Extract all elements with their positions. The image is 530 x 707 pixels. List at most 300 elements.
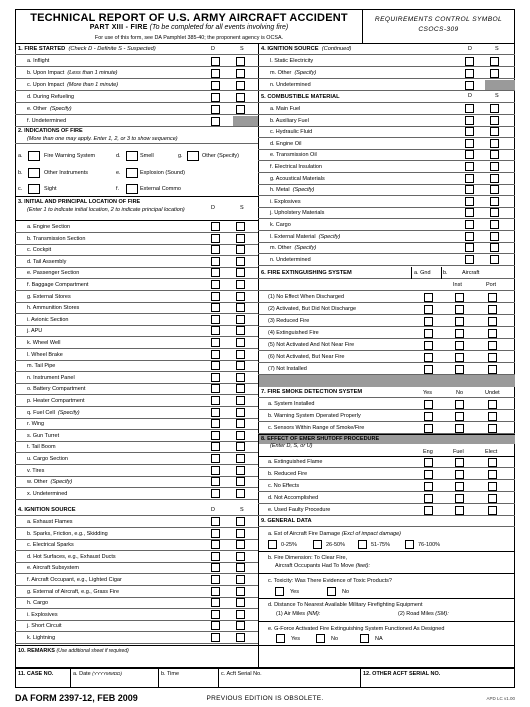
extinguishing-gnd-checkbox[interactable] xyxy=(424,305,433,314)
indication-entry-box[interactable] xyxy=(28,151,40,161)
extinguishing-gnd-checkbox[interactable] xyxy=(424,341,433,350)
ignition-s-checkbox[interactable] xyxy=(490,57,499,66)
ignition-d-checkbox[interactable] xyxy=(211,575,220,584)
shutoff-eng-box[interactable] xyxy=(424,506,433,515)
row-label-text: i. Explosives xyxy=(270,198,301,205)
col-aircraft-header: Aircraft xyxy=(462,270,480,276)
indication-entry-box[interactable] xyxy=(126,184,138,194)
shutoff-elect-box[interactable] xyxy=(488,494,497,503)
fire-damage-option-label: 0-25% xyxy=(281,542,297,548)
location-d-box[interactable] xyxy=(211,431,220,440)
detection-yes-checkbox[interactable] xyxy=(424,424,433,433)
location-s-box[interactable] xyxy=(236,396,245,405)
location-d-box[interactable] xyxy=(211,338,220,347)
location-d-box[interactable] xyxy=(211,396,220,405)
row-label-text: a. Engine Section xyxy=(27,223,71,230)
location-label xyxy=(27,465,44,476)
location-d-box[interactable] xyxy=(211,303,220,312)
shaded-cell xyxy=(233,116,258,126)
indication-entry-box[interactable] xyxy=(28,184,40,194)
extinguishing-gnd-checkbox[interactable] xyxy=(424,317,433,326)
location-d-box[interactable] xyxy=(211,361,220,370)
detection-yes-checkbox[interactable] xyxy=(424,412,433,421)
location-s-box[interactable] xyxy=(236,384,245,393)
fire-started-label xyxy=(27,115,66,126)
ignition-s-checkbox[interactable] xyxy=(236,552,245,561)
indication-entry-box[interactable] xyxy=(126,151,138,161)
combustible-s-checkbox[interactable] xyxy=(490,104,499,113)
ignition-label xyxy=(27,551,116,562)
remarks-area xyxy=(0,10,4,32)
ignition-d-checkbox[interactable] xyxy=(211,552,220,561)
row-label-text: c. Electrical Sparks xyxy=(27,541,74,548)
row-label-note: (Specify) xyxy=(318,233,341,240)
row-label-text: q. Fuel Cell xyxy=(27,409,55,416)
combustible-d-checkbox[interactable] xyxy=(465,127,474,136)
toxicity-yes-checkbox[interactable] xyxy=(275,587,284,596)
ignition-s-checkbox[interactable] xyxy=(236,633,245,642)
combustible-label xyxy=(270,219,291,230)
extinguishing-label xyxy=(268,363,307,374)
combustible-d-checkbox[interactable] xyxy=(465,104,474,113)
fire-started-s-checkbox[interactable] xyxy=(236,93,245,102)
gforce-yes-checkbox[interactable] xyxy=(276,634,285,643)
row-label-text: m. Tail Pipe xyxy=(27,362,56,369)
combustible-d-checkbox[interactable] xyxy=(465,220,474,229)
row-label-text: a. Main Fuel xyxy=(270,105,301,112)
section-6-subheader xyxy=(258,279,515,291)
combustible-label xyxy=(270,173,325,184)
location-d-box[interactable] xyxy=(211,408,220,417)
detection-undet-checkbox[interactable] xyxy=(488,424,497,433)
extinguishing-port-checkbox[interactable] xyxy=(488,293,497,302)
row-label-note: (Specify) xyxy=(294,244,317,251)
row-label-text: 4. IGNITION SOURCE xyxy=(261,46,319,52)
location-s-box[interactable] xyxy=(236,466,245,475)
location-d-box[interactable] xyxy=(211,245,220,254)
detection-no-checkbox[interactable] xyxy=(455,400,464,409)
shutoff-row xyxy=(258,468,515,480)
detection-no-checkbox[interactable] xyxy=(455,424,464,433)
extinguishing-inst-checkbox[interactable] xyxy=(455,365,464,374)
fire-started-row xyxy=(15,55,258,67)
ignition-s-checkbox[interactable] xyxy=(236,563,245,572)
combustible-s-checkbox[interactable] xyxy=(490,197,499,206)
date-field[interactable] xyxy=(71,678,157,687)
extinguishing-gnd-checkbox[interactable] xyxy=(424,353,433,362)
section-3-note: (Enter 1 to indicate initial location, 2 to indicate principal location) xyxy=(27,207,185,213)
extinguishing-port-checkbox[interactable] xyxy=(488,329,497,338)
extinguishing-inst-checkbox[interactable] xyxy=(455,353,464,362)
location-s-box[interactable] xyxy=(236,454,245,463)
shutoff-elect-box[interactable] xyxy=(488,458,497,467)
location-s-box[interactable] xyxy=(236,489,245,498)
other-serial-field[interactable] xyxy=(361,678,514,687)
date-label-text: a. Date xyxy=(73,671,91,677)
case-no-field[interactable] xyxy=(16,678,69,687)
row-label-text: n. Instrument Panel xyxy=(27,374,75,381)
ignition-d-checkbox[interactable] xyxy=(211,633,220,642)
combustible-label xyxy=(270,184,314,195)
acft-serial-label: c. Acft Serial No. xyxy=(221,671,262,677)
fire-damage-option-checkbox[interactable] xyxy=(405,540,414,549)
ignition-label xyxy=(27,574,122,585)
ignition-d-checkbox[interactable] xyxy=(211,529,220,538)
divider xyxy=(441,267,442,279)
location-d-box[interactable] xyxy=(211,292,220,301)
time-field[interactable] xyxy=(159,678,217,687)
ignition-s-checkbox[interactable] xyxy=(236,610,245,619)
location-s-box[interactable] xyxy=(236,373,245,382)
indication-entry-box[interactable] xyxy=(28,168,40,178)
fire-started-label xyxy=(27,55,49,66)
combustible-row xyxy=(258,207,515,219)
combustible-row xyxy=(258,103,515,115)
combustible-d-checkbox[interactable] xyxy=(465,197,474,206)
row-label-note: (Specify) xyxy=(49,105,72,112)
gforce-yes-label: Yes xyxy=(291,636,300,642)
fire-damage-option-checkbox[interactable] xyxy=(358,540,367,549)
combustible-d-checkbox[interactable] xyxy=(465,232,474,241)
ignition-s-checkbox[interactable] xyxy=(236,598,245,607)
indication-entry-box[interactable] xyxy=(187,151,199,161)
row-label-text: h. Ammunition Stores xyxy=(27,304,80,311)
location-label xyxy=(27,279,88,290)
extinguishing-row xyxy=(258,351,515,363)
row-label-text: a. System Installed xyxy=(268,400,315,407)
location-d-box[interactable] xyxy=(211,489,220,498)
ignition-s-checkbox[interactable] xyxy=(236,529,245,538)
detection-undet-checkbox[interactable] xyxy=(488,400,497,409)
extinguishing-gnd-checkbox[interactable] xyxy=(424,293,433,302)
ignition-label xyxy=(27,597,48,608)
combustible-s-checkbox[interactable] xyxy=(490,232,499,241)
extinguishing-inst-checkbox[interactable] xyxy=(455,317,464,326)
location-s-box[interactable] xyxy=(236,338,245,347)
general-c-label: c. Toxicity: Was There Evidence of Toxic Products? xyxy=(268,578,392,584)
indication-letter: f. xyxy=(116,186,120,192)
col-inst-header: Inst xyxy=(453,282,462,288)
location-row xyxy=(15,244,258,256)
shutoff-label xyxy=(268,480,299,491)
location-s-box[interactable] xyxy=(236,431,245,440)
location-d-box[interactable] xyxy=(211,234,220,243)
location-d-box[interactable] xyxy=(211,326,220,335)
location-s-box[interactable] xyxy=(236,442,245,451)
detection-yes-checkbox[interactable] xyxy=(424,400,433,409)
extinguishing-port-checkbox[interactable] xyxy=(488,341,497,350)
extinguishing-port-checkbox[interactable] xyxy=(488,353,497,362)
extinguishing-port-checkbox[interactable] xyxy=(488,365,497,374)
ignition-s-checkbox[interactable] xyxy=(236,517,245,526)
location-s-box[interactable] xyxy=(236,268,245,277)
extinguishing-row xyxy=(258,327,515,339)
detection-no-checkbox[interactable] xyxy=(455,412,464,421)
location-d-box[interactable] xyxy=(211,373,220,382)
ignition-d-checkbox[interactable] xyxy=(211,598,220,607)
location-label xyxy=(27,418,44,429)
combustible-s-checkbox[interactable] xyxy=(490,150,499,159)
acft-serial-field[interactable] xyxy=(219,678,359,687)
ignition-s-checkbox[interactable] xyxy=(236,621,245,630)
location-s-box[interactable] xyxy=(236,222,245,231)
indication-label: Smell xyxy=(140,153,154,159)
row-label-text: b. Auxiliary Fuel xyxy=(270,117,309,124)
row-label-text: i. Explosives xyxy=(27,611,58,618)
fire-damage-option-checkbox[interactable] xyxy=(268,540,277,549)
extinguishing-gnd-checkbox[interactable] xyxy=(424,365,433,374)
row-label-text: l. Static Electricity xyxy=(270,57,314,64)
ignition-d-checkbox[interactable] xyxy=(465,81,474,90)
ignition-label xyxy=(270,67,316,78)
section-7-header xyxy=(258,387,515,398)
combustible-label xyxy=(270,231,340,242)
fire-started-s-checkbox[interactable] xyxy=(236,57,245,66)
shutoff-fuel-box[interactable] xyxy=(455,470,464,479)
combustible-s-checkbox[interactable] xyxy=(490,116,499,125)
ignition-label xyxy=(27,562,79,573)
extinguishing-inst-checkbox[interactable] xyxy=(455,329,464,338)
ignition-s-checkbox[interactable] xyxy=(236,540,245,549)
location-d-box[interactable] xyxy=(211,454,220,463)
section-7-title xyxy=(261,387,362,397)
location-s-box[interactable] xyxy=(236,292,245,301)
ignition-d-checkbox[interactable] xyxy=(465,69,474,78)
general-b-note: (feet): xyxy=(355,563,370,569)
gforce-na-checkbox[interactable] xyxy=(360,634,369,643)
combustible-s-checkbox[interactable] xyxy=(490,185,499,194)
toxicity-no-checkbox[interactable] xyxy=(327,587,336,596)
combustible-d-checkbox[interactable] xyxy=(465,208,474,217)
combustible-label xyxy=(270,103,300,114)
combustible-s-checkbox[interactable] xyxy=(490,243,499,252)
form-header xyxy=(15,9,363,44)
row-label-text: b. Upon Impact xyxy=(27,69,65,76)
fire-started-d-checkbox[interactable] xyxy=(211,117,220,126)
section-4-title xyxy=(18,505,76,515)
shutoff-fuel-box[interactable] xyxy=(455,482,464,491)
fire-started-label xyxy=(27,67,118,78)
combustible-s-checkbox[interactable] xyxy=(490,255,499,264)
location-d-box[interactable] xyxy=(211,222,220,231)
extinguishing-row xyxy=(258,303,515,315)
row-label-text: d. Not Accomplished xyxy=(268,494,319,501)
ignition-row xyxy=(15,597,258,609)
gforce-no-label: No xyxy=(331,636,339,642)
fire-started-s-checkbox[interactable] xyxy=(236,105,245,114)
combustible-label xyxy=(270,138,302,149)
ignition-s-checkbox[interactable] xyxy=(490,69,499,78)
date-format: (YYYYMMDD) xyxy=(92,671,122,676)
location-s-box[interactable] xyxy=(236,350,245,359)
location-label xyxy=(27,476,72,487)
location-d-box[interactable] xyxy=(211,442,220,451)
shutoff-elect-box[interactable] xyxy=(488,470,497,479)
location-d-box[interactable] xyxy=(211,315,220,324)
row-label-text: f. Baggage Compartment xyxy=(27,281,89,288)
row-label-text: e. Used Faulty Procedure xyxy=(268,506,331,513)
ignition-row xyxy=(15,562,258,574)
col-d-header: D xyxy=(211,46,215,52)
row-label-text: 6. FIRE EXTINGUISHING SYSTEM xyxy=(261,269,352,276)
location-label xyxy=(27,430,59,441)
location-label xyxy=(27,407,80,418)
row-label-text: g. Acoustical Materials xyxy=(270,175,325,182)
combustible-label xyxy=(270,161,322,172)
location-d-box[interactable] xyxy=(211,384,220,393)
col-d-header: D xyxy=(211,205,215,211)
location-d-box[interactable] xyxy=(211,419,220,428)
location-s-box[interactable] xyxy=(236,419,245,428)
combustible-s-checkbox[interactable] xyxy=(490,139,499,148)
extinguishing-port-checkbox[interactable] xyxy=(488,305,497,314)
shutoff-eng-box[interactable] xyxy=(424,482,433,491)
indication-label: Sight xyxy=(44,186,57,192)
combustible-s-checkbox[interactable] xyxy=(490,162,499,171)
shutoff-elect-box[interactable] xyxy=(488,506,497,515)
col-b-header: b. xyxy=(443,270,448,276)
divider xyxy=(258,551,515,552)
combustible-d-checkbox[interactable] xyxy=(465,162,474,171)
location-s-box[interactable] xyxy=(236,245,245,254)
gforce-no-checkbox[interactable] xyxy=(316,634,325,643)
date-label xyxy=(73,671,122,677)
extinguishing-gnd-checkbox[interactable] xyxy=(424,329,433,338)
shutoff-fuel-box[interactable] xyxy=(455,494,464,503)
extinguishing-inst-checkbox[interactable] xyxy=(455,293,464,302)
ignition-s-checkbox[interactable] xyxy=(236,587,245,596)
location-s-box[interactable] xyxy=(236,408,245,417)
combustible-s-checkbox[interactable] xyxy=(490,174,499,183)
combustible-d-checkbox[interactable] xyxy=(465,139,474,148)
fire-started-d-checkbox[interactable] xyxy=(211,57,220,66)
shutoff-eng-box[interactable] xyxy=(424,470,433,479)
location-d-box[interactable] xyxy=(211,350,220,359)
combustible-d-checkbox[interactable] xyxy=(465,255,474,264)
row-label-text: d. Tail Assembly xyxy=(27,258,67,265)
location-d-box[interactable] xyxy=(211,268,220,277)
section-8-note: (Enter D, S, or U) xyxy=(270,443,313,449)
location-s-box[interactable] xyxy=(236,477,245,486)
version-label: APD LC v1.00 xyxy=(486,696,515,701)
fire-started-s-checkbox[interactable] xyxy=(236,69,245,78)
fire-started-d-checkbox[interactable] xyxy=(211,93,220,102)
location-d-box[interactable] xyxy=(211,280,220,289)
ignition-d-checkbox[interactable] xyxy=(211,517,220,526)
extinguishing-label xyxy=(268,351,344,362)
shutoff-eng-box[interactable] xyxy=(424,494,433,503)
detection-undet-checkbox[interactable] xyxy=(488,412,497,421)
indication-entry-box[interactable] xyxy=(126,168,138,178)
case-no-label: 11. CASE NO. xyxy=(18,671,54,677)
fire-started-d-checkbox[interactable] xyxy=(211,105,220,114)
fire-started-s-checkbox[interactable] xyxy=(236,81,245,90)
combustible-d-checkbox[interactable] xyxy=(465,185,474,194)
combustible-s-checkbox[interactable] xyxy=(490,127,499,136)
extinguishing-inst-checkbox[interactable] xyxy=(455,305,464,314)
ignition-row xyxy=(15,539,258,551)
combustible-label xyxy=(270,207,324,218)
location-row xyxy=(15,395,258,407)
col-s-header: S xyxy=(240,205,244,211)
combustible-d-checkbox[interactable] xyxy=(465,116,474,125)
ignition-d-checkbox[interactable] xyxy=(211,540,220,549)
location-row xyxy=(15,453,258,465)
shutoff-elect-box[interactable] xyxy=(488,482,497,491)
shutoff-fuel-box[interactable] xyxy=(455,506,464,515)
combustible-d-checkbox[interactable] xyxy=(465,174,474,183)
fire-started-d-checkbox[interactable] xyxy=(211,81,220,90)
combustible-s-checkbox[interactable] xyxy=(490,220,499,229)
row-label-text: a. Inflight xyxy=(27,57,50,64)
row-label-text: h. Cargo xyxy=(27,599,49,606)
extinguishing-port-checkbox[interactable] xyxy=(488,317,497,326)
location-s-box[interactable] xyxy=(236,315,245,324)
location-s-box[interactable] xyxy=(236,280,245,289)
location-s-box[interactable] xyxy=(236,361,245,370)
part-note: (To be completed for all events involving fire) xyxy=(149,24,289,31)
form-title: TECHNICAL REPORT OF U.S. ARMY AIRCRAFT ACCIDENT xyxy=(30,12,348,24)
row-label-text: e. Other xyxy=(27,105,47,112)
col-s-header: S xyxy=(240,46,244,52)
row-label-text: j. APU xyxy=(27,327,43,334)
indication-letter: d. xyxy=(116,153,121,159)
location-d-box[interactable] xyxy=(211,257,220,266)
general-b-line-2 xyxy=(275,563,370,569)
location-s-box[interactable] xyxy=(236,303,245,312)
shutoff-fuel-box[interactable] xyxy=(455,458,464,467)
combustible-d-checkbox[interactable] xyxy=(465,243,474,252)
location-s-box[interactable] xyxy=(236,257,245,266)
section-9-header xyxy=(258,516,515,527)
row-label-text: c. No Effects xyxy=(268,482,300,489)
extinguishing-inst-checkbox[interactable] xyxy=(455,341,464,350)
row-label-text: 9. GENERAL DATA xyxy=(261,518,312,524)
ignition-label xyxy=(27,609,58,620)
ignition-s-checkbox[interactable] xyxy=(236,575,245,584)
fire-damage-option-checkbox[interactable] xyxy=(313,540,322,549)
ignition-d-checkbox[interactable] xyxy=(465,57,474,66)
ignition-d-checkbox[interactable] xyxy=(211,587,220,596)
location-s-box[interactable] xyxy=(236,326,245,335)
row-label-note: (Specify) xyxy=(57,409,80,416)
ignition-row xyxy=(258,67,515,79)
ignition-d-checkbox[interactable] xyxy=(211,563,220,572)
row-label-text: d. Engine Oil xyxy=(270,140,302,147)
ignition-d-checkbox[interactable] xyxy=(211,610,220,619)
shaded-cell xyxy=(485,80,515,90)
location-d-box[interactable] xyxy=(211,466,220,475)
combustible-d-checkbox[interactable] xyxy=(465,150,474,159)
col-s-header: S xyxy=(495,93,499,99)
shutoff-eng-box[interactable] xyxy=(424,458,433,467)
fire-started-d-checkbox[interactable] xyxy=(211,69,220,78)
ignition-d-checkbox[interactable] xyxy=(211,621,220,630)
combustible-row xyxy=(258,254,515,266)
row-label-note: (Specify) xyxy=(292,186,315,193)
section-8-title: 8. EFFECT OF EMER SHUTOFF PROCEDURE xyxy=(261,436,380,442)
location-label xyxy=(27,314,68,325)
indication-letter: g. xyxy=(178,153,183,159)
row-label-text: o. Battery Compartment xyxy=(27,385,86,392)
combustible-s-checkbox[interactable] xyxy=(490,208,499,217)
section-1-header xyxy=(15,44,258,55)
shutoff-label xyxy=(268,468,307,479)
row-label-text: g. External of Aircraft, e.g., Grass Fire xyxy=(27,588,120,595)
divider xyxy=(258,573,515,574)
location-s-box[interactable] xyxy=(236,234,245,243)
location-d-box[interactable] xyxy=(211,477,220,486)
